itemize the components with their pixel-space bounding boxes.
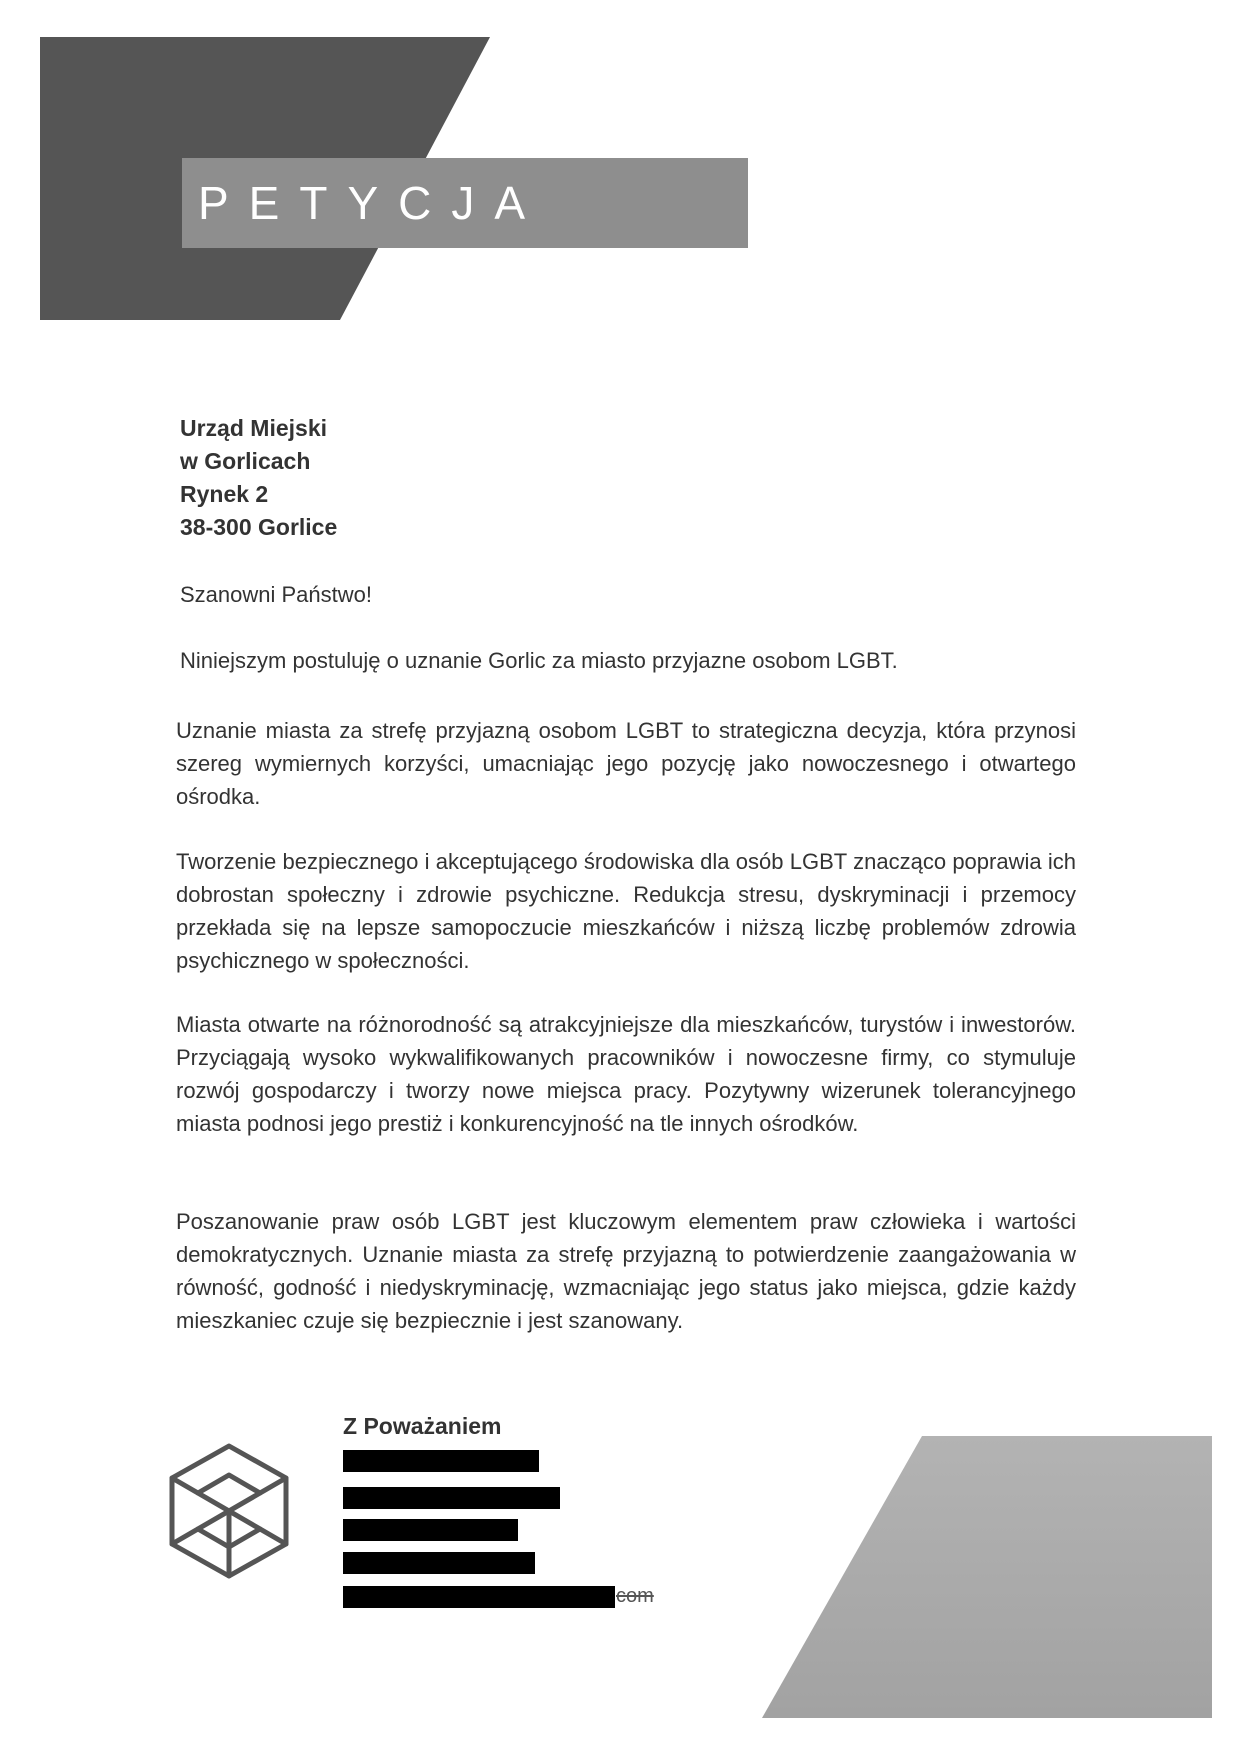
greeting: Szanowni Państwo! [180,582,372,607]
redaction-bar [343,1450,539,1472]
page-title: PETYCJA [198,177,546,229]
footer-gray-shape [762,1436,1212,1718]
body-paragraph: Tworzenie bezpiecznego i akceptującego środowiska dla osób LGBT znacząco poprawia ich dobrostan społeczny i zdrowie psychiczne. Redukcja stresu, dyskryminacji i przemocy przekłada się na lepsze samopoczucie mieszkańców i niższą liczbę problemów zdrowia psychicznego w społeczności. [176,849,1076,973]
recipient-line: 38-300 Gorlice [180,514,338,540]
closing-salutation: Z Poważaniem [343,1413,502,1439]
title-band [182,158,748,248]
recipient-line: Rynek 2 [180,481,269,507]
intro-sentence: Niniejszym postuluję o uznanie Gorlic za miasto przyjazne osobom LGBT. [180,648,898,673]
hexagon-logo-icon [168,1443,290,1579]
email-suffix: com [616,1585,654,1607]
body-paragraph: Miasta otwarte na różnorodność są atrakcyjniejsze dla mieszkańców, turystów i inwestorów. Przyciągają wysoko wykwalifikowanych pracowników i nowoczesne firmy, co stymuluje rozwój gospodarczy i tworzy nowe miejsca pracy. Pozytywny wizerunek tolerancyjnego miasta podnosi jego prestiż i konkurencyjność na tle innych ośrodków. [176,1012,1076,1136]
recipient-line: w Gorlicach [180,448,311,474]
body-paragraph: Uznanie miasta za strefę przyjazną osobom LGBT to strategiczna decyzja, która przynosi szereg wymiernych korzyści, umacniając jego pozycję jako nowoczesnego i otwartego ośrodka. [176,718,1076,809]
redaction-bar [343,1519,518,1541]
body-paragraph: Poszanowanie praw osób LGBT jest kluczowym elementem praw człowieka i wartości demokratycznych. Uznanie miasta za strefę przyjazną to potwierdzenie zaangażowania w równość, godność i niedyskryminację, wzmacniając jego status jako miejsca, gdzie każdy mieszkaniec czuje się bezpiecznie i jest szanowany. [176,1209,1076,1333]
redaction-bar [343,1586,615,1608]
recipient-address [180,412,337,544]
redaction-bar [343,1552,535,1574]
redaction-bar [343,1487,560,1509]
recipient-line: Urząd Miejski [180,415,327,441]
